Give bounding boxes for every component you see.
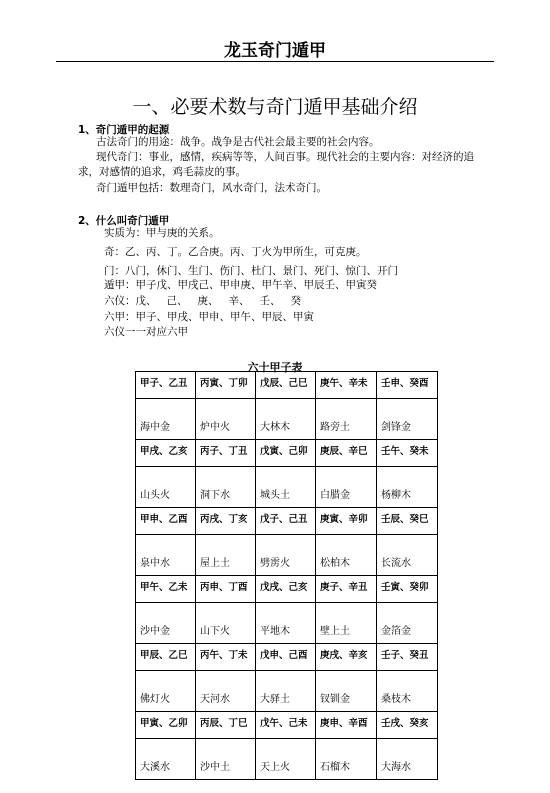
nayin-cell: 海中金 [136,399,196,440]
ganzhi-cell: 丙申、丁酉 [196,576,256,603]
nayin-cell: 城头土 [256,467,316,508]
nayin-cell: 炉中火 [196,399,256,440]
ganzhi-cell: 甲子、乙丑 [136,372,196,399]
ganzhi-cell: 庚子、辛丑 [316,576,377,603]
nayin-cell: 路旁土 [316,399,377,440]
ganzhi-cell: 甲戌、乙亥 [136,440,196,467]
ganzhi-cell: 丙寅、丁卯 [196,372,256,399]
section-2-line: 六仪：戊、 己、 庚、 辛、 壬、 癸 [104,295,302,307]
section-2-line: 门：八门，休门、生门、伤门、杜门、景门、死门、惊门、开门 [104,265,398,277]
nayin-cell: 山头火 [136,467,196,508]
header-divider [56,61,494,62]
nayin-row [136,399,438,440]
ganzhi-row [136,508,438,535]
nayin-cell: 大驿土 [256,671,316,712]
ganzhi-cell: 戊子、己丑 [256,508,316,535]
ganzhi-cell: 庚辰、辛巳 [316,440,377,467]
ganzhi-cell: 甲申、乙酉 [136,508,196,535]
ganzhi-cell: 丙戌、丁亥 [196,508,256,535]
ganzhi-cell: 壬子、癸丑 [377,644,438,671]
sixty-jiazi-table [135,371,438,780]
nayin-cell: 桑枝木 [377,671,438,712]
section-2-line: 实质为：甲与庚的关系。 [104,227,220,239]
ganzhi-cell: 戊寅、己卯 [256,440,316,467]
nayin-cell: 杨柳木 [377,467,438,508]
chapter-title: 一、必要术数与奇门遁甲基础介绍 [132,96,418,118]
ganzhi-cell: 戊辰、己巳 [256,372,316,399]
section-1-paragraph-1: 古法奇门的用途：战争。战争是古代社会最主要的社会内容。 [96,136,380,148]
section-2-line: 遁甲：甲子戊、甲戌己、甲申庚、甲午辛、甲辰壬、甲寅癸 [104,279,377,291]
ganzhi-cell: 庚戌、辛亥 [316,644,377,671]
ganzhi-cell: 戊申、己酉 [256,644,316,671]
section-1-paragraph-3: 奇门遁甲包括：数理奇门，风水奇门，法术奇门。 [96,182,327,194]
ganzhi-row [136,440,438,467]
nayin-cell: 石榴木 [316,739,377,780]
ganzhi-cell: 丙午、丁未 [196,644,256,671]
nayin-cell: 钗钏金 [316,671,377,712]
ganzhi-cell: 丙子、丁丑 [196,440,256,467]
ganzhi-cell: 戊戌、己亥 [256,576,316,603]
ganzhi-cell: 甲午、乙未 [136,576,196,603]
nayin-cell: 大海水 [377,739,438,780]
nayin-cell: 山下火 [196,603,256,644]
ganzhi-cell: 甲寅、乙卯 [136,712,196,739]
ganzhi-row [136,644,438,671]
section-2-line: 六仪一一对应六甲 [104,326,188,338]
section-2-line: 奇：乙、丙、丁。乙合庚。丙、丁火为甲所生，可克庚。 [104,246,367,258]
ganzhi-row [136,372,438,399]
section-2-line: 六甲：甲子、甲戌、甲申、甲午、甲辰、甲寅 [104,311,314,323]
nayin-row [136,739,438,780]
nayin-cell: 白腊金 [316,467,377,508]
section-1-paragraph-2: 现代奇门：事业，感情，疾病等等，人间百事。现代社会的主要内容：对经济的追求，对感情的追求，鸡毛蒜皮的事。 [78,151,474,178]
nayin-cell: 沙中土 [196,739,256,780]
section-1-heading: 1、奇门遁甲的起源 [78,124,170,136]
nayin-row [136,603,438,644]
nayin-cell: 长流水 [377,535,438,576]
nayin-cell: 大林木 [256,399,316,440]
nayin-cell: 劈雳火 [256,535,316,576]
ganzhi-cell: 壬申、癸酉 [377,372,438,399]
nayin-cell: 松柏木 [316,535,377,576]
nayin-row [136,535,438,576]
nayin-cell: 泉中水 [136,535,196,576]
ganzhi-cell: 壬辰、癸巳 [377,508,438,535]
nayin-cell: 沙中金 [136,603,196,644]
ganzhi-row [136,576,438,603]
nayin-cell: 洞下水 [196,467,256,508]
document-header-title: 龙玉奇门遁甲 [224,41,326,61]
ganzhi-cell: 甲辰、乙巳 [136,644,196,671]
nayin-cell: 屋上土 [196,535,256,576]
nayin-cell: 天上火 [256,739,316,780]
ganzhi-cell: 丙辰、丁巳 [196,712,256,739]
ganzhi-row [136,712,438,739]
ganzhi-cell: 庚申、辛酉 [316,712,377,739]
nayin-cell: 大溪水 [136,739,196,780]
nayin-cell: 佛灯火 [136,671,196,712]
nayin-row [136,467,438,508]
nayin-row [136,671,438,712]
nayin-cell: 金箔金 [377,603,438,644]
nayin-cell: 天河水 [196,671,256,712]
ganzhi-cell: 壬午、癸未 [377,440,438,467]
ganzhi-cell: 庚寅、辛卯 [316,508,377,535]
nayin-cell: 剑锋金 [377,399,438,440]
nayin-cell: 平地木 [256,603,316,644]
ganzhi-cell: 庚午、辛未 [316,372,377,399]
ganzhi-cell: 壬寅、癸卯 [377,576,438,603]
ganzhi-cell: 戊午、己未 [256,712,316,739]
nayin-cell: 壁上土 [316,603,377,644]
ganzhi-cell: 壬戌、癸亥 [377,712,438,739]
table-title: 六十甲子表 [247,361,303,374]
section-2-heading: 2、什么叫奇门遁甲 [78,215,170,227]
